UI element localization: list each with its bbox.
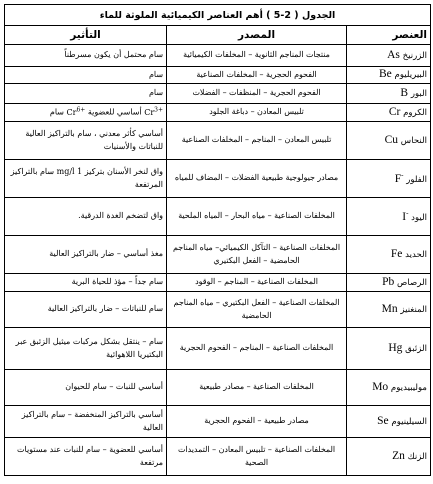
- source-cell: المخلفات الصناعية – التآكل الكيميائي– مياه المناجم الحامضية – الفعل البكتيري: [167, 236, 347, 274]
- element-symbol-text: Cr: [388, 105, 401, 118]
- element-cell: [347, 438, 431, 476]
- element-name: البيريليوم: [394, 70, 428, 81]
- effect-cell: سام جداً – مؤذ للحياة البرية: [5, 274, 167, 292]
- table-row: [5, 328, 431, 370]
- element-cell: [347, 274, 431, 292]
- source-cell: منتجات المناجم الثانوية – المخلفات الكيميائية: [167, 45, 347, 67]
- element-name: السيلينيوم: [391, 416, 428, 427]
- source-cell: تلبيس المعادن – دباغة الجلود: [167, 104, 347, 122]
- table-row: [5, 45, 431, 67]
- element-symbol: [400, 87, 408, 99]
- effect-cell: واق لتضخم الغدة الدرقية.: [5, 198, 167, 236]
- table-row: [5, 438, 431, 476]
- element-name: الكروم: [403, 107, 428, 118]
- table-body: [5, 45, 431, 476]
- effect-cell: سام: [5, 84, 167, 104]
- element-symbol-text: B: [400, 86, 409, 99]
- element-symbol: [382, 303, 398, 315]
- table-row: [5, 160, 431, 198]
- element-cell: [347, 160, 431, 198]
- element-cell: [347, 328, 431, 370]
- header-element: العنصر: [347, 26, 431, 45]
- effect-cell: مغذ أساسي – ضار بالتراكيز العالية: [5, 236, 167, 274]
- ion-symbol: Cr: [144, 108, 155, 118]
- element-symbol: [392, 450, 405, 462]
- source-cell: مصادر طبيعية – الفحوم الحجرية: [167, 406, 347, 438]
- element-symbol: [385, 134, 398, 146]
- source-cell: تلبيس المعادن – المناجم – المخلفات الصناعية: [167, 122, 347, 160]
- element-cell: [347, 406, 431, 438]
- element-name: المنغنيز: [400, 304, 428, 315]
- element-name: الزرنيخ: [402, 50, 428, 61]
- element-name: الرصاص: [396, 277, 428, 288]
- source-cell: المخلفات الصناعية – الفعل البكتيري – مياه المناجم الحامضية: [167, 292, 347, 328]
- element-symbol-text: Pb: [382, 275, 395, 288]
- element-cell: [347, 104, 431, 122]
- table-row: [5, 274, 431, 292]
- element-name: الفلور: [406, 174, 428, 185]
- element-cell: [347, 67, 431, 84]
- element-name: البور: [410, 88, 428, 99]
- table-title: الجدول ( 2-5 ) أهم العناصر الكيميائية الملوثة للماء: [5, 5, 431, 26]
- ion-symbol: Cr: [66, 108, 77, 118]
- element-cell: [347, 122, 431, 160]
- element-symbol-text: Se: [377, 414, 389, 427]
- element-symbol-text: Mn: [381, 302, 398, 315]
- header-effect: التأثير: [5, 26, 167, 45]
- element-symbol-text: Be: [378, 68, 392, 81]
- element-name: الزئبق: [405, 343, 428, 354]
- ion-cr3: [144, 108, 163, 117]
- element-symbol: [377, 415, 389, 427]
- element-symbol: [379, 68, 392, 80]
- element-symbol: [382, 276, 394, 288]
- effect-cell: سام محتمل أن يكون مسرطناً: [5, 45, 167, 67]
- effect-cell: أساسي بالتراكيز المنخفضة – سام بالتراكيز العالية: [5, 406, 167, 438]
- element-symbol-text: Mo: [372, 380, 389, 393]
- table-row: [5, 292, 431, 328]
- ion-charge: 6+: [76, 106, 86, 114]
- table-row: [5, 84, 431, 104]
- element-symbol-text: As: [387, 48, 400, 61]
- element-symbol-text: Cu: [384, 133, 399, 146]
- table-row: [5, 370, 431, 406]
- source-cell: المخلفات الصناعية – المناجم – الوقود: [167, 274, 347, 292]
- effect-cell: [5, 104, 167, 122]
- element-symbol-text: Zn: [392, 449, 405, 462]
- source-cell: الفحوم الحجرية – المخلفات الصناعية: [167, 67, 347, 84]
- source-cell: المخلفات الصناعية – تلبيس المعادن – التمديدات الصحية: [167, 438, 347, 476]
- table-row: [5, 236, 431, 274]
- pollutants-table: [4, 4, 431, 476]
- element-symbol-text: Fe: [390, 247, 403, 260]
- element-charge: -: [406, 208, 409, 217]
- element-symbol: [388, 342, 402, 354]
- element-symbol: [394, 170, 404, 185]
- effect-cell: أساسي كأثر معدني ، سام بالتراكيز العالية للنباتات والأسنيات: [5, 122, 167, 160]
- element-symbol: [372, 381, 388, 393]
- element-name: الحديد: [405, 249, 428, 260]
- element-symbol: [391, 248, 403, 260]
- element-symbol-text: F: [394, 172, 402, 185]
- element-cell: [347, 236, 431, 274]
- element-symbol-text: Hg: [388, 341, 403, 354]
- effect-text: سام: [49, 108, 67, 118]
- element-cell: [347, 198, 431, 236]
- element-name: الزنك: [407, 451, 428, 462]
- element-name: اليود: [411, 212, 428, 223]
- source-cell: المخلفات الصناعية – مصادر طبيعية: [167, 370, 347, 406]
- table-row: [5, 104, 431, 122]
- table-row: [5, 122, 431, 160]
- element-symbol: [402, 208, 409, 223]
- element-charge: -: [401, 170, 404, 179]
- element-name: موليبيديوم: [390, 382, 428, 393]
- element-symbol: [387, 49, 400, 61]
- element-cell: [347, 292, 431, 328]
- element-cell: [347, 84, 431, 104]
- source-cell: المخلفات الصناعية – مياه البحار – المياه الملحية: [167, 198, 347, 236]
- ion-charge: 3+: [154, 106, 164, 114]
- effect-cell: سام – ينتقل بشكل مركبات ميثيل الزئبق عبر البكتيريا اللاهوائية: [5, 328, 167, 370]
- source-cell: الفحوم الحجرية – المنظفات – الفضلات: [167, 84, 347, 104]
- element-name: النحاس: [400, 135, 428, 146]
- element-cell: [347, 370, 431, 406]
- table-row: [5, 406, 431, 438]
- source-cell: المخلفات الصناعية – المناجم – الفحوم الحجرية: [167, 328, 347, 370]
- header-source: المصدر: [167, 26, 347, 45]
- effect-cell: سام: [5, 67, 167, 84]
- element-symbol: [389, 106, 401, 118]
- effect-cell: سام للنباتات – ضار بالتراكيز العالية: [5, 292, 167, 328]
- element-symbol-text: I: [402, 210, 407, 223]
- source-cell: مصادر جيولوجية طبيعية الفضلات – المضاف للمياه: [167, 160, 347, 198]
- table-row: [5, 67, 431, 84]
- table-row: [5, 198, 431, 236]
- element-cell: [347, 45, 431, 67]
- ion-cr6: [67, 108, 86, 117]
- effect-cell: واق لنخر الأسنان بتركيز 1 mg/l سام بالتراكيز المرتفعة: [5, 160, 167, 198]
- effect-cell: أساسي للنبات – سام للحيوان: [5, 370, 167, 406]
- effect-text: أساسي للعضوية: [85, 108, 145, 118]
- effect-cell: أساسي للعضوية – سام للنبات عند مستويات مرتفعة: [5, 438, 167, 476]
